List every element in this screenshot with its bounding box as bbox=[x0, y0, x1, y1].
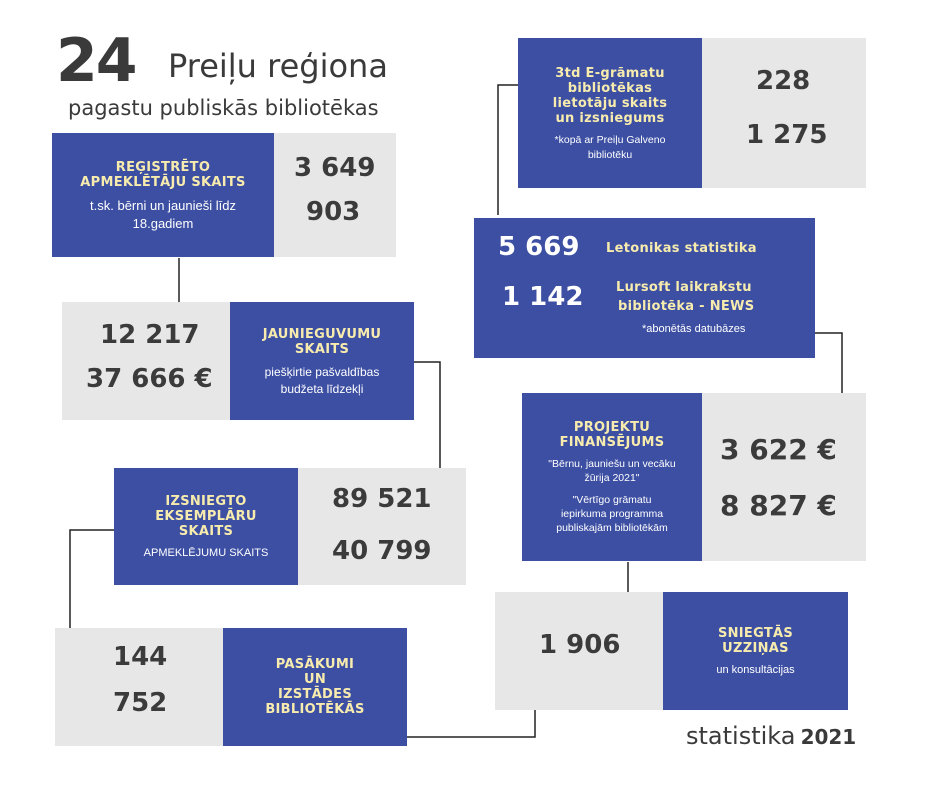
events-title-3: IZSTĀDES bbox=[278, 687, 352, 702]
projects-label-box bbox=[522, 393, 702, 561]
connector-events-inquiries bbox=[406, 710, 535, 737]
ebooks-sub-2: bibliotēku bbox=[587, 148, 633, 161]
header-big-number: 24 bbox=[56, 26, 136, 96]
acquisitions-value-1: 12 217 bbox=[100, 320, 200, 350]
loans-value-1: 89 521 bbox=[332, 484, 432, 514]
acquisitions-label-box bbox=[230, 302, 414, 420]
acquisitions-title-2: SKAITS bbox=[294, 341, 350, 357]
header-title: Preiļu reģiona bbox=[168, 47, 388, 85]
databases-label-2b: bibliotēka - NEWS bbox=[618, 299, 755, 314]
registered-value-1: 3 649 bbox=[294, 153, 376, 183]
projects-title-2: FINANSĒJUMS bbox=[559, 435, 665, 450]
databases-box bbox=[474, 218, 815, 358]
projects-sub-2c: publiskajām bibliotēkām bbox=[556, 522, 668, 534]
registered-sub-1: t.sk. bērni un jaunieši līdz bbox=[90, 197, 236, 213]
ebooks-sub-1: *kopā ar Preiļu Galveno bbox=[554, 133, 666, 146]
projects-sub-1a: "Bērnu, jauniešu un vecāku bbox=[548, 458, 676, 470]
inquiries-label-box bbox=[663, 592, 848, 710]
loans-label-box bbox=[114, 468, 298, 585]
databases-label-1: Letonikas statistika bbox=[606, 241, 757, 256]
ebooks-title-2: bibliotēkas bbox=[567, 80, 653, 96]
connector-ebooks-databases bbox=[498, 85, 518, 215]
footer-year: 2021 bbox=[800, 725, 857, 749]
databases-label-2a: Lursoft laikrakstu bbox=[616, 280, 752, 295]
inquiries-title-1: SNIEGTĀS bbox=[717, 626, 794, 641]
events-title-4: BIBLIOTĒKĀS bbox=[265, 702, 365, 717]
projects-sub-2a: "Vērtīgo grāmatu bbox=[572, 494, 652, 506]
connector-databases-projects bbox=[815, 333, 842, 393]
events-title-1: PASĀKUMI bbox=[275, 657, 355, 672]
inquiries-values-box bbox=[495, 592, 663, 710]
ebooks-values-box bbox=[702, 38, 866, 188]
projects-sub-1b: žūrija 2021" bbox=[584, 472, 640, 484]
acquisitions-value-2: 37 666 € bbox=[86, 364, 213, 394]
connector-acquisitions-loans bbox=[414, 362, 440, 470]
acquisitions-sub-2: budžeta līdzekļi bbox=[280, 381, 364, 396]
events-label-box bbox=[223, 628, 407, 746]
loans-values-box bbox=[298, 468, 466, 585]
connector-loans-events bbox=[70, 530, 114, 632]
acquisitions-title-1: JAUNIEGUVUMU bbox=[262, 326, 382, 342]
projects-sub-2b: iepirkuma programma bbox=[560, 508, 664, 520]
databases-value-1: 5 669 bbox=[498, 232, 580, 262]
registered-values-box bbox=[274, 133, 396, 257]
registered-title-1: REĢISTRĒTO bbox=[115, 159, 211, 175]
header-subtitle: pagastu publiskās bibliotēkas bbox=[68, 96, 379, 120]
loans-title-3: SKAITS bbox=[178, 524, 234, 539]
events-values-box bbox=[55, 628, 223, 746]
databases-value-2: 1 142 bbox=[502, 282, 584, 312]
ebooks-value-2: 1 275 bbox=[746, 120, 828, 150]
projects-value-1: 3 622 € bbox=[720, 433, 837, 466]
acquisitions-values-box bbox=[62, 302, 230, 420]
ebooks-title-3: lietotāju skaits bbox=[552, 95, 668, 111]
inquiries-sub: un konsultācijas bbox=[716, 664, 795, 676]
registered-label-box bbox=[52, 133, 274, 257]
loans-title-1: IZSNIEGTO bbox=[165, 494, 247, 509]
registered-value-2: 903 bbox=[306, 197, 361, 227]
footer-label: statistika bbox=[686, 722, 796, 750]
inquiries-value: 1 906 bbox=[539, 630, 621, 660]
ebooks-value-1: 228 bbox=[756, 66, 811, 96]
registered-title-2: APMEKLĒTĀJU SKAITS bbox=[80, 174, 246, 190]
ebooks-title-4: un izsniegums bbox=[555, 110, 665, 126]
databases-note: *abonētās datubāzes bbox=[642, 323, 746, 335]
header bbox=[56, 26, 416, 126]
projects-values-box bbox=[702, 393, 866, 561]
ebooks-label-box bbox=[518, 38, 702, 188]
registered-sub-2: 18.gadiem bbox=[132, 215, 194, 231]
ebooks-title-1: 3td E-grāmatu bbox=[555, 65, 665, 81]
loans-title-2: EKSEMPLĀRU bbox=[155, 509, 257, 524]
events-title-2: UN bbox=[303, 672, 327, 687]
events-value-2: 752 bbox=[113, 688, 168, 718]
projects-title-1: PROJEKTU bbox=[573, 420, 651, 435]
events-value-1: 144 bbox=[113, 642, 168, 672]
footer bbox=[686, 722, 856, 750]
acquisitions-sub-1: piešķirtie pašvaldības bbox=[264, 364, 380, 379]
loans-value-2: 40 799 bbox=[332, 536, 432, 566]
loans-sub: APMEKLĒJUMU SKAITS bbox=[143, 547, 269, 559]
inquiries-title-2: UZZIŅAS bbox=[722, 641, 789, 656]
projects-value-2: 8 827 € bbox=[720, 489, 837, 522]
